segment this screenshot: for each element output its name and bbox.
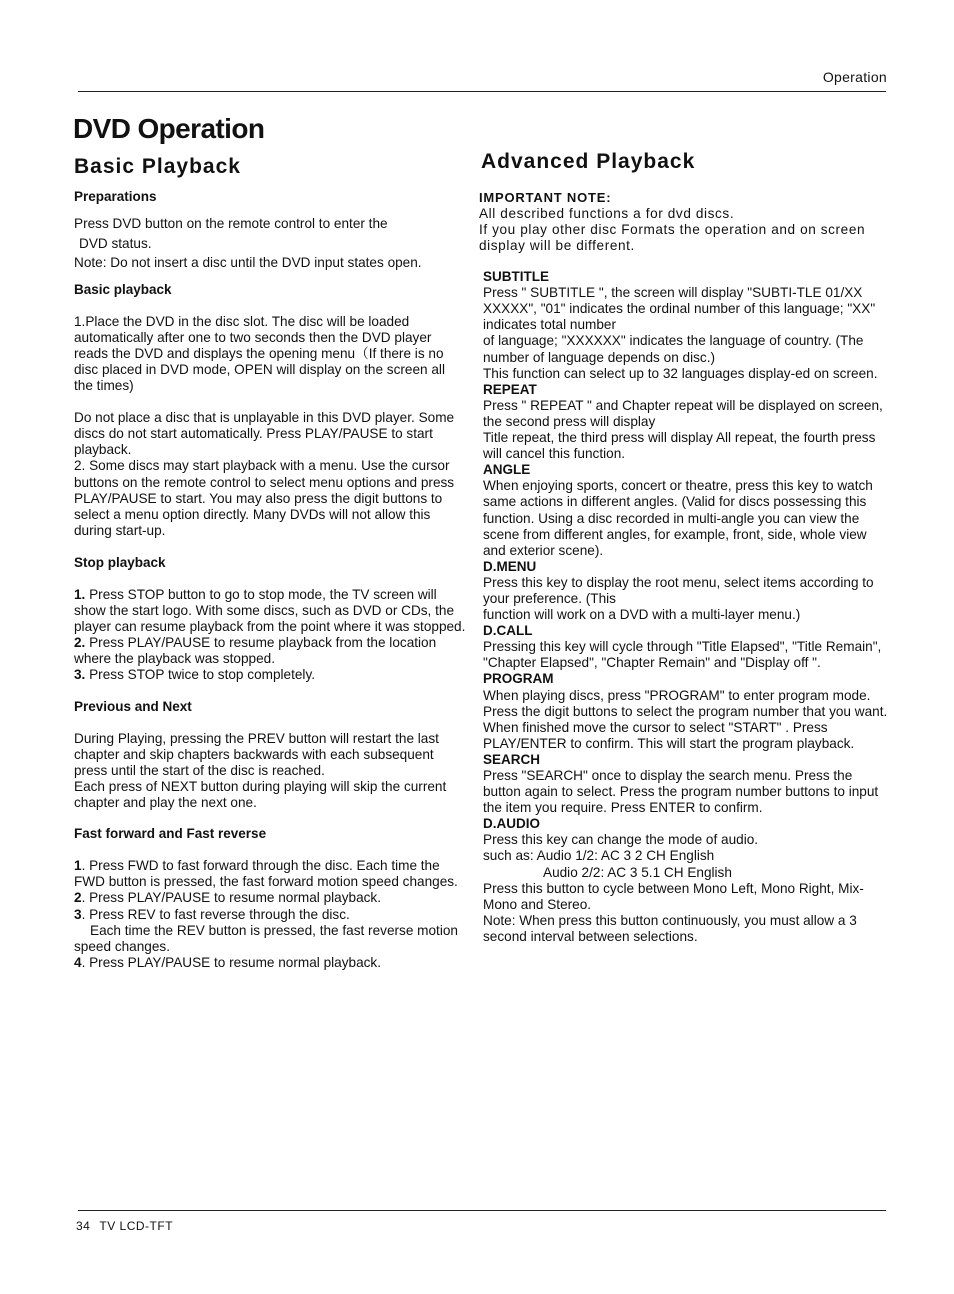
important-note-line2: If you play other disc Formats the operation and on screen display will be different.: [479, 222, 866, 254]
stop-step-1-text: Press STOP button to go to stop mode, the TV screen will show the start logo. With some discs, such as DVD or CDs, the player can resume playback from the point where it was stopped.: [74, 587, 466, 635]
stop-step-2: [74, 635, 466, 667]
basic-playback-subtitle: Basic playback: [74, 281, 172, 297]
prev-next-title: Previous and Next: [74, 698, 192, 714]
repeat-text-2: Title repeat, the third press will display All repeat, the fourth press will cancel this function.: [483, 430, 876, 462]
ff-step-3-number: 3: [74, 906, 82, 922]
ff-step-1-number: 1: [74, 858, 82, 874]
basic-playback-column: [74, 153, 466, 971]
dmenu-text-2: function will work on a DVD with a multi-layer menu.): [483, 607, 801, 623]
basic-paragraph-3: 2. Some discs may start playback with a menu. Use the cursor buttons on the remote control to select menu options and press PLAY/PAUSE to start. You may also press the digit buttons to select a menu option directly. Many DVDs will not allow this during start-up.: [74, 458, 455, 538]
stop-playback-title: Stop playback: [74, 554, 166, 570]
prep-line1: Press DVD button on the remote control to enter the: [74, 216, 388, 232]
footer: [76, 1219, 173, 1233]
section-label: Operation: [822, 69, 887, 85]
daudio-text-1: Press this key can change the mode of audio.: [483, 832, 759, 848]
subtitle-title: SUBTITLE: [483, 269, 549, 285]
basic-paragraph-2: Do not place a disc that is unplayable in this DVD player. Some discs do not start automatically. Press PLAY/PAUSE to start playback.: [74, 410, 455, 458]
advanced-playback-column: [479, 148, 891, 945]
basic-paragraph-1: 1.Place the DVD in the disc slot. The disc will be loaded automatically after one to two seconds then the DVD player reads the DVD and displays the opening menu（If there is no disc placed in DVD mode, OPEN will display on the screen all the times): [74, 313, 445, 394]
important-note-line1: All described functions a for dvd discs.: [479, 206, 735, 222]
ff-step-4-text: . Press PLAY/PAUSE to resume normal playback.: [81, 954, 381, 970]
footer-rule: [78, 1210, 886, 1211]
subtitle-text-1: Press " SUBTITLE ", the screen will display "SUBTI-TLE 01/XX XXXXX", "01" indicates the ordinal number of this language; "XX" indicates total number: [483, 285, 876, 333]
dcall-title: D.CALL: [483, 623, 533, 639]
angle-text-2: and exterior scene).: [483, 542, 604, 558]
product-label: TV LCD-TFT: [99, 1219, 174, 1233]
fast-forward-title: Fast forward and Fast reverse: [74, 826, 267, 842]
stop-step-1: [74, 587, 466, 635]
search-title: SEARCH: [483, 751, 541, 767]
prep-line2: DVD status.: [79, 235, 152, 251]
advanced-playback-heading: Advanced Playback: [481, 150, 696, 173]
prep-note: Note: Do not insert a disc until the DVD input states open.: [74, 255, 422, 271]
dmenu-title: D.MENU: [483, 558, 537, 574]
daudio-text-3: Audio 2/2: AC 3 5.1 CH English: [543, 864, 732, 880]
ff-step-3-text: . Press REV to fast reverse through the disc.: [81, 906, 350, 922]
subtitle-text-2: of language; "XXXXXX" indicates the language of country. (The number of language depends on disc.): [483, 333, 864, 365]
repeat-text-1: Press " REPEAT " and Chapter repeat will be displayed on screen, the second press will display: [483, 397, 883, 429]
program-text-1: When playing discs, press "PROGRAM" to enter program mode. Press the digit buttons to select the program number that you want. When finished move the cursor to select "START" . Press PLAY/ENTER to confirm. This will start the program playback.: [483, 687, 888, 751]
page-number: 34: [76, 1219, 91, 1233]
daudio-text-4: Press this button to cycle between Mono Left, Mono Right, Mix-Mono and Stereo.: [483, 880, 864, 912]
basic-playback-heading: Basic Playback: [74, 155, 241, 178]
program-title: PROGRAM: [483, 671, 554, 687]
prev-paragraph-1: During Playing, pressing the PREV button will restart the last chapter and skip chapters backwards with each subsequent press until the start of the disc is reached.: [74, 730, 439, 778]
stop-step-2-number: 2.: [74, 635, 86, 651]
header-rule: [78, 91, 886, 92]
daudio-text-2: such as: Audio 1/2: AC 3 2 CH English: [483, 848, 715, 864]
ff-step-4-number: 4: [74, 954, 82, 970]
important-note-label: IMPORTANT NOTE:: [479, 190, 612, 205]
ff-step-2: [74, 890, 466, 906]
search-text-1: Press "SEARCH" once to display the search menu. Press the button again to select. Press the program number buttons to input the item you require. Press ENTER to confirm.: [483, 768, 879, 816]
dcall-text-1: Pressing this key will cycle through "Title Elapsed", "Title Remain", "Chapter Elapsed", "Chapter Remain" and "Display off ".: [483, 639, 882, 671]
stop-step-3-text: Press STOP twice to stop completely.: [85, 667, 316, 683]
ff-step-2-number: 2: [74, 890, 82, 906]
ff-step-4: [74, 955, 466, 971]
ff-step-3: [74, 907, 466, 923]
ff-step-1-text: . Press FWD to fast forward through the disc. Each time the FWD button is pressed, the fast forward motion speed changes.: [74, 858, 458, 890]
ff-step-1: [74, 858, 466, 890]
page-title: DVD Operation: [73, 113, 265, 144]
stop-step-2-text: Press PLAY/PAUSE to resume playback from the location where the playback was stopped.: [74, 635, 437, 667]
stop-step-3-number: 3.: [74, 667, 86, 683]
dmenu-text-1: Press this key to display the root menu, select items according to your preference. (This: [483, 574, 874, 606]
stop-step-3: [74, 667, 466, 683]
angle-text-1: When enjoying sports, concert or theatre, press this key to watch same actions in different angles. (Valid for discs possessing this function. Using a disc recorded in multi-angle you can view the scene from different angles, for example, front, side, whole view: [483, 478, 873, 542]
subtitle-text-3: This function can select up to 32 languages display-ed on screen.: [483, 365, 878, 381]
daudio-text-5: Note: When press this button continuously, you must allow a 3 second interval between selections.: [483, 912, 857, 944]
ff-step-3-detail: Each time the REV button is pressed, the fast reverse motion speed changes.: [74, 922, 458, 954]
repeat-title: REPEAT: [483, 381, 537, 397]
prev-paragraph-2: Each press of NEXT button during playing will skip the current chapter and play the next one.: [74, 778, 447, 811]
daudio-title: D.AUDIO: [483, 816, 540, 832]
angle-title: ANGLE: [483, 462, 531, 478]
stop-step-1-number: 1.: [74, 587, 86, 602]
ff-step-2-text: . Press PLAY/PAUSE to resume normal playback.: [81, 890, 381, 906]
preparations-title: Preparations: [74, 189, 157, 204]
